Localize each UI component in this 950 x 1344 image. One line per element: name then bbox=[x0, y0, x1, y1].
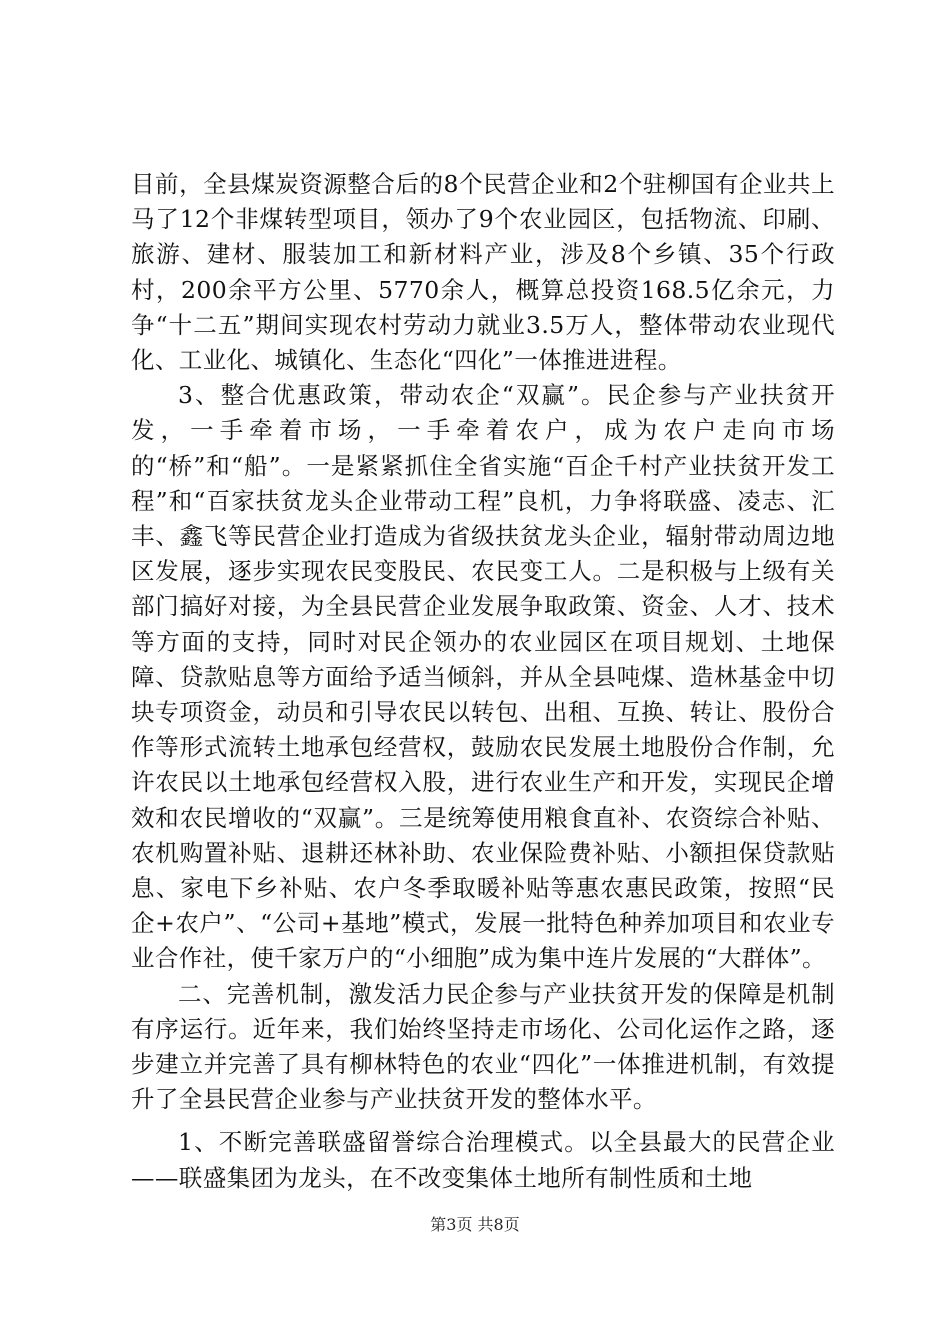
document-body bbox=[131, 167, 835, 1196]
paragraph-3: 二、完善机制，激发活力民企参与产业扶贫开发的保障是机制有序运行。近年来，我们始终坚持走市场化、公司化运作之路，逐步建立并完善了具有柳林特色的农业“四化”一体推进机制，有效提升了全县民营企业参与产业扶贫开发的整体水平。 bbox=[131, 979, 835, 1114]
paragraph-1: 目前，全县煤炭资源整合后的8个民营企业和2个驻柳国有企业共上马了12个非煤转型项目，领办了9个农业园区，包括物流、印刷、旅游、建材、服装加工和新材料产业，涉及8个乡镇、35个行政村，200余平方公里、5770余人，概算总投资168.5亿余元，力争“十二五”期间实现农村劳动力就业3.5万人，整体带动农业现代化、工业化、城镇化、生态化“四化”一体推进进程。 bbox=[131, 170, 835, 375]
page-footer: 第3页 共8页 bbox=[430, 1215, 520, 1234]
paragraph-4: 1、不断完善联盛留誉综合治理模式。以全县最大的民营企业——联盛集团为龙头，在不改变集体土地所有制性质和土地 bbox=[131, 1128, 835, 1192]
paragraph-2: 3、整合优惠政策，带动农企“双赢”。民企参与产业扶贫开发，一手牵着市场，一手牵着农户，成为农户走向市场的“桥”和“船”。一是紧紧抓住全省实施“百企千村产业扶贫开发工程”和“百家扶贫龙头企业带动工程”良机，力争将联盛、凌志、汇丰、鑫飞等民营企业打造成为省级扶贫龙头企业，辐射带动周边地区发展，逐步实现农民变股民、农民变工人。二是积极与上级有关部门搞好对接，为全县民营企业发展争取政策、资金、人才、技术等方面的支持，同时对民企领办的农业园区在项目规划、土地保障、贷款贴息等方面给予适当倾斜，并从全县吨煤、造林基金中切块专项资金，动员和引导农民以转包、出租、互换、转让、股份合作等形式流转土地承包经营权，鼓励农民发展土地股份合作制，允许农民以土地承包经营权入股，进行农业生产和开发，实现民企增效和农民增收的“双赢”。三是统筹使用粮食直补、农资综合补贴、农机购置补贴、退耕还林补助、农业保险费补贴、小额担保贷款贴息、家电下乡补贴、农户冬季取暖补贴等惠农惠民政策，按照“民企+农户”、“公司+基地”模式，发展一批特色种养加项目和农业专业合作社，使千家万户的“小细胞”成为集中连片发展的“大群体”。 bbox=[131, 381, 835, 973]
